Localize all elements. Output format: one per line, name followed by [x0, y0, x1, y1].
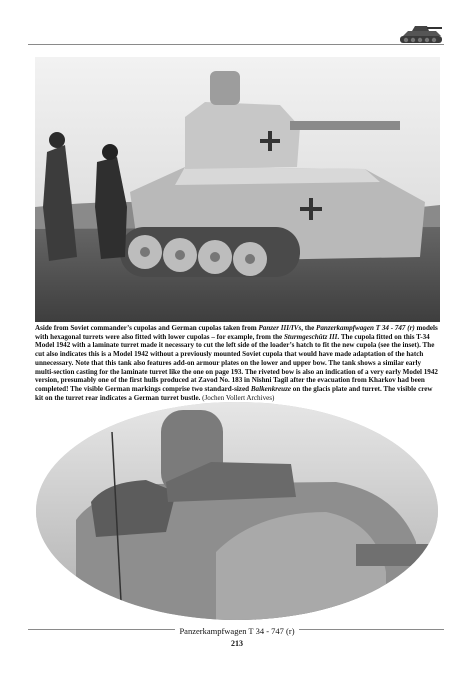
photo-caption: Aside from Soviet commander’s cupolas and German cupolas taken from Panzer III/IVs, the Panzerkampfwagen T 34 - 747 (r) models with hexagonal turrets were also fitted with lower cupolas – for example, from the Sturmgeschütz III. The cupola fitted on this T-34 Model 1942 with a laminate turret made it necessary to cut the left side of the loader’s hatch to fit the new cupola (see the inset). The cut also indicates this is a Model 1942 without a previously mounted Soviet cupola that would have made adaptation of the hatch unnecessary. Note that this tank also features add-on armour plates on the lower and upper bow. The tank shows a similar early multi-section casting for the laminate turret like the one on page 193. The riveted bow is also an indication of a very early Model 1942 version, presumably one of the first hulls produced at Zavod No. 183 in Nishni Tagil after the evacuation from Kharkov had been completed! The visible German markings comprise two standard-sized Balkenkreuze on the glacis plate and turret. The visible crew kit on the turret rear indicates a German turret bustle. (Jochen Vollert Archives): [35, 324, 438, 402]
header-rule: [28, 44, 444, 45]
main-photograph: [35, 57, 440, 322]
tank-silhouette-icon: [398, 22, 444, 46]
inset-photograph: [36, 402, 438, 620]
running-footer-title: Panzerkampfwagen T 34 - 747 (r): [0, 626, 474, 636]
page-number: 213: [231, 639, 243, 648]
photo-credit: (Jochen Vollert Archives): [202, 393, 275, 402]
